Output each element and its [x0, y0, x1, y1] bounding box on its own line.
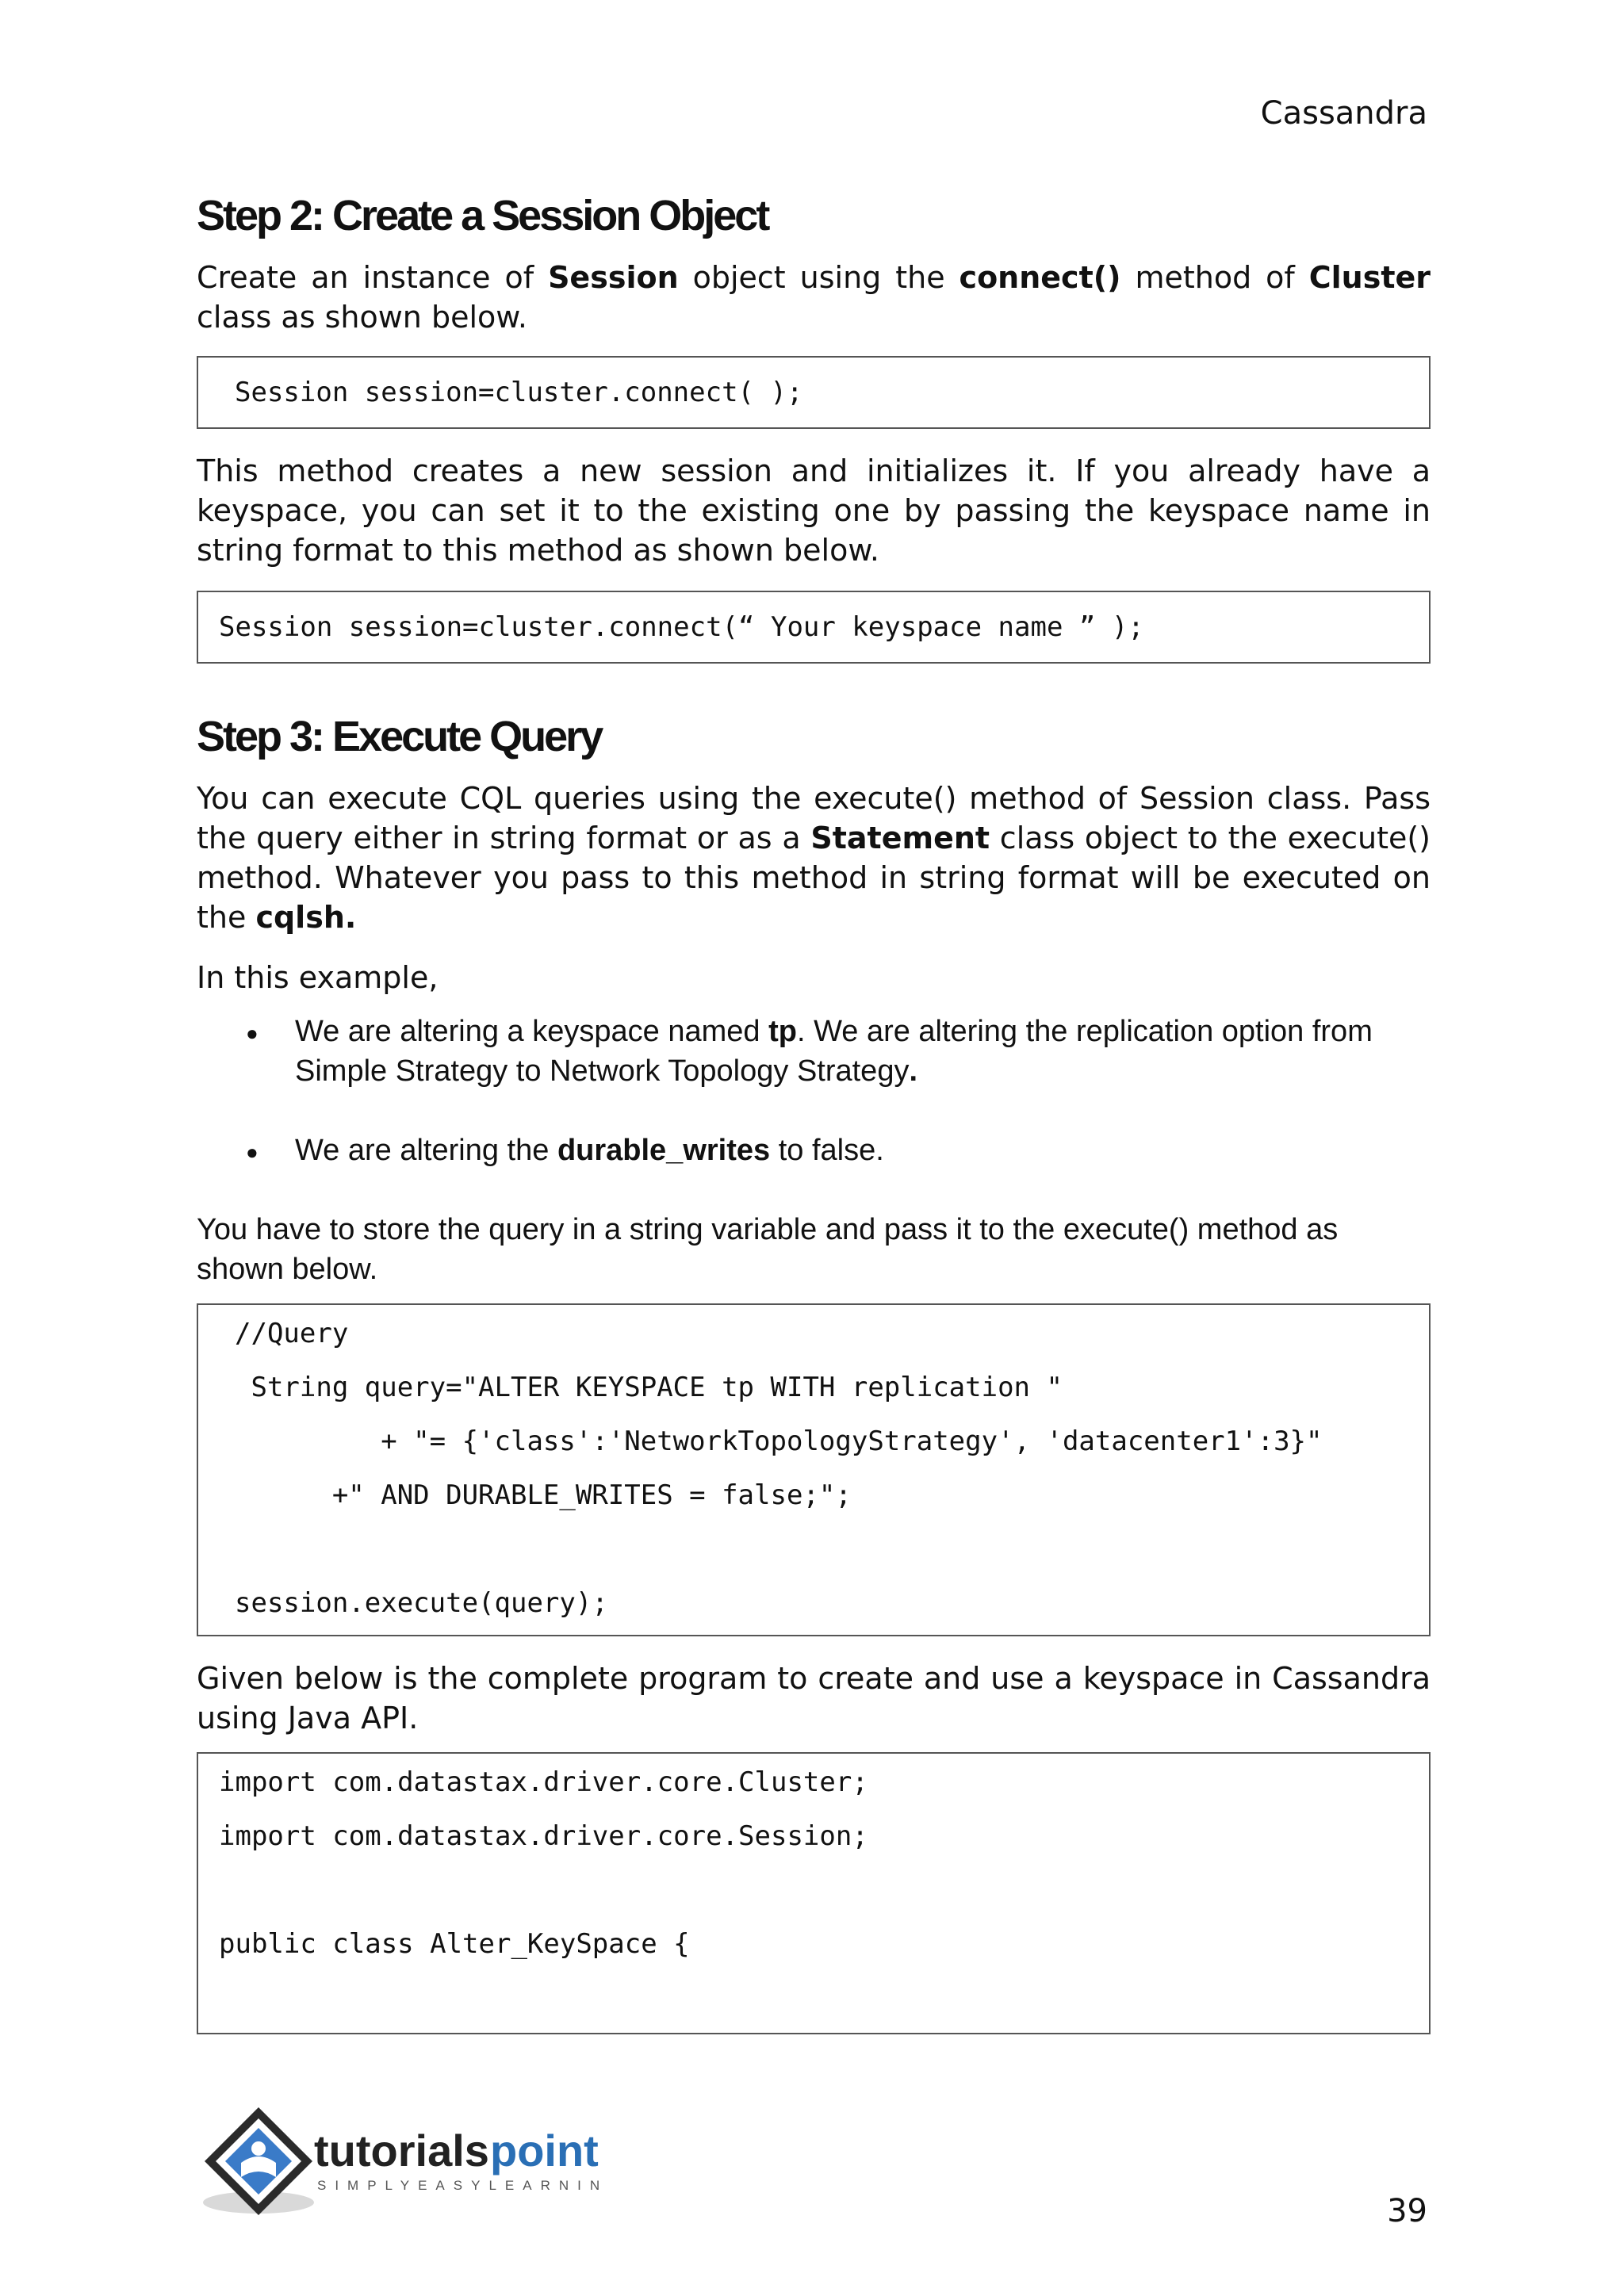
tutorialspoint-logo — [195, 2101, 607, 2220]
running-header-title: Cassandra — [1260, 95, 1427, 132]
bullet-item: ● We are altering a keyspace named tp. We are altering the replication option from Simple Strategy to Network Topology Strategy. — [295, 1012, 1431, 1091]
code-line: + "= {'class':'NetworkTopologyStrategy', 'datacenter1':3}" — [235, 1425, 1323, 1457]
code-line: Session session=cluster.connect(“ Your keyspace name ” ); — [219, 610, 1144, 643]
bullet-item: ● We are altering the durable_writes to false. — [295, 1131, 1431, 1170]
page-number: 39 — [1387, 2193, 1427, 2229]
code-block-program — [197, 1752, 1431, 2034]
code-block-query — [197, 1303, 1431, 1636]
step3-heading: Step 3: Execute Query — [197, 712, 602, 760]
code-line: String query="ALTER KEYSPACE tp WITH replication " — [235, 1371, 1063, 1403]
code-block-connect-keyspace — [197, 591, 1431, 664]
code-line: session.execute(query); — [235, 1586, 608, 1619]
page-content — [197, 190, 1431, 2057]
step3-paragraph-1: You can execute CQL queries using the execute() method of Session class. Pass the query either in string format or as a Statement class object to the execute() method. Whatever you pass to this method in string format will be executed on the cqlsh. — [197, 780, 1431, 935]
code-line: Session session=cluster.connect( ); — [235, 376, 803, 408]
logo-wordmark-point: point — [490, 2126, 599, 2175]
bullet-list — [197, 1012, 1431, 1170]
code-line: import com.datastax.driver.core.Session; — [219, 1820, 868, 1852]
code-line: //Query — [235, 1317, 349, 1349]
code-line: +" AND DURABLE_WRITES = false;"; — [235, 1479, 852, 1511]
code-line: public class Alter_KeySpace { — [219, 1927, 690, 1960]
logo-tagline: SIMPLYEASYLEARNING — [317, 2178, 607, 2193]
step3-paragraph-3: You have to store the query in a string variable and pass it to the execute() method as shown below. — [197, 1212, 1339, 1286]
logo-wordmark-tutorials: tutorials — [314, 2126, 489, 2175]
step2-paragraph-1: Create an instance of Session object using the connect() method of Cluster class as shown below. — [197, 259, 1431, 335]
code-line — [235, 1522, 1429, 1576]
step3-paragraph-2: In this example, — [197, 959, 439, 995]
code-line — [219, 1863, 1429, 1917]
step2-heading: Step 2: Create a Session Object — [197, 192, 768, 239]
code-block-connect — [197, 356, 1431, 429]
logo-emblem-icon — [195, 2101, 607, 2220]
code-line — [219, 1971, 1429, 2025]
step2-paragraph-2: This method creates a new session and initializes it. If you already have a keyspace, you can set it to the existing one by passing the keyspace name in string format to this method as shown below. — [197, 453, 1431, 568]
code-line: import com.datastax.driver.core.Cluster; — [219, 1766, 868, 1798]
step3-paragraph-4: Given below is the complete program to create and use a keyspace in Cassandra using Java API. — [197, 1660, 1431, 1735]
